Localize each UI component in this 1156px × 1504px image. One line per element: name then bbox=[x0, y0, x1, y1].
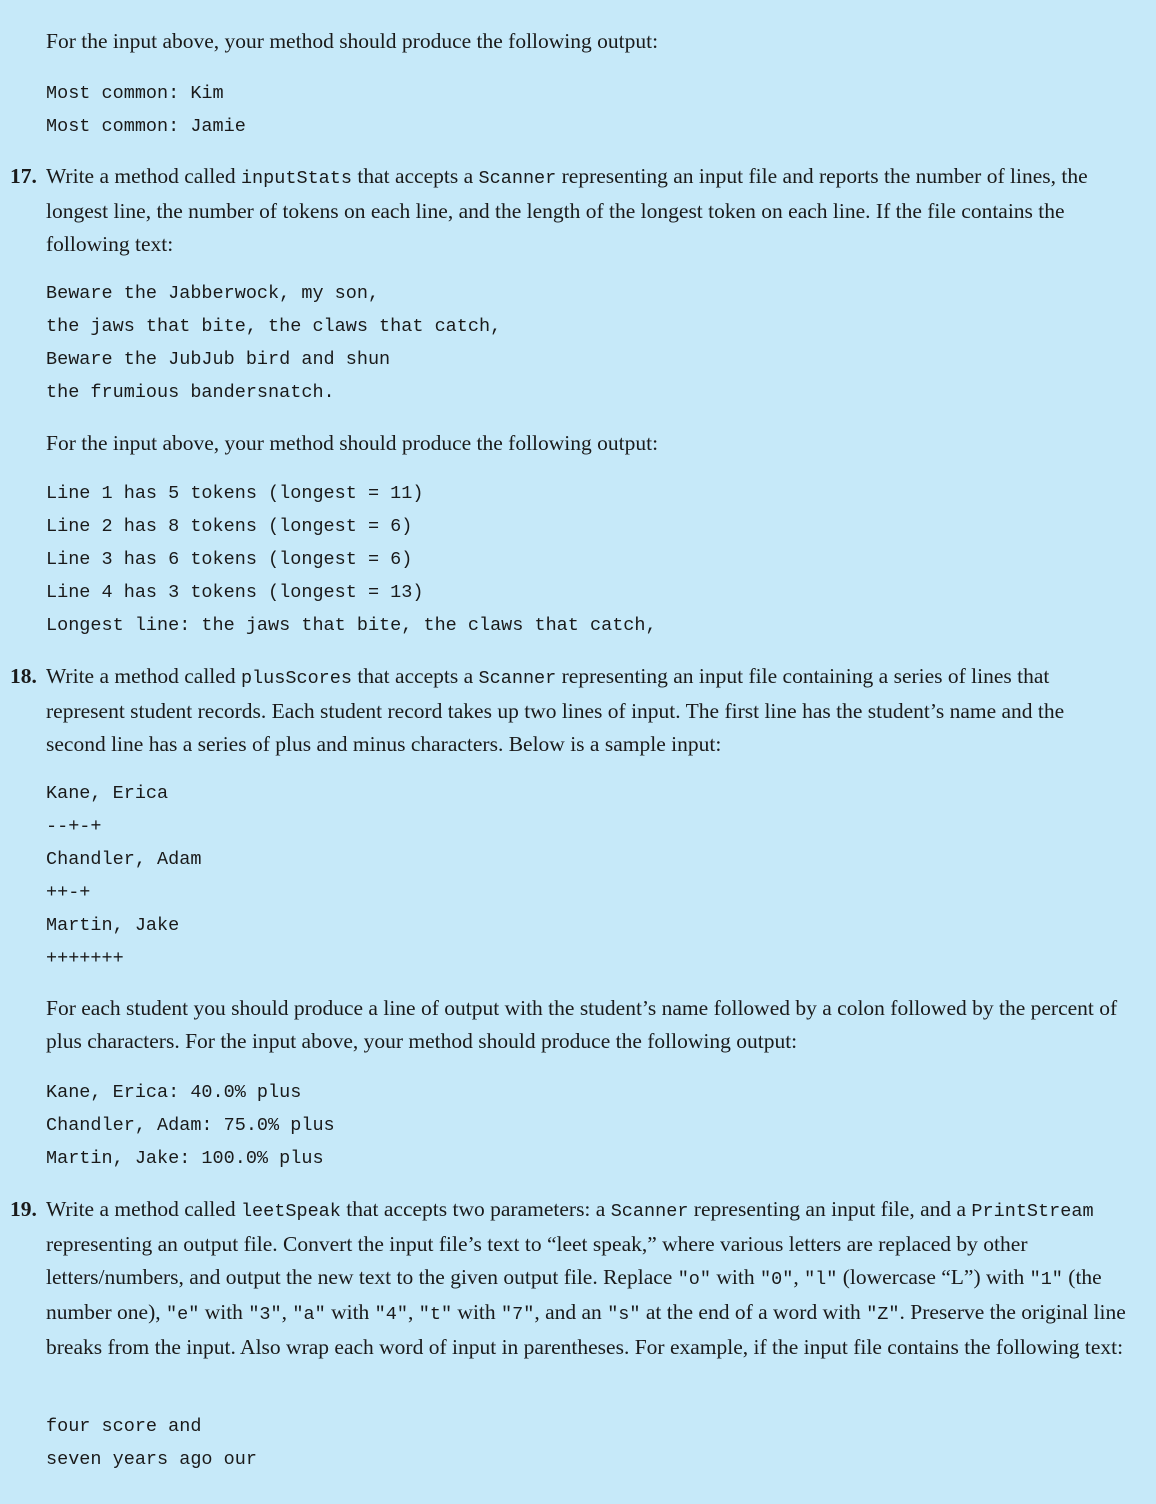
code-line: Longest line: the jaws that bite, the claws that catch, bbox=[46, 615, 657, 636]
exercise-17-output-intro: For the input above, your method should produce the following output: bbox=[46, 431, 659, 455]
intro-output-block bbox=[46, 77, 246, 143]
code-line: Chandler, Adam bbox=[46, 849, 202, 870]
code-line: the frumious bandersnatch. bbox=[46, 382, 335, 403]
exercise-19-input-block bbox=[46, 1410, 257, 1476]
code-line: Beware the Jabberwock, my son, bbox=[46, 283, 380, 304]
code-line: ++-+ bbox=[46, 882, 91, 903]
exercise-18: 18. Write a method called plusScores that accepts a Scanner representing an input file containing a series of lines that represent student records. Each student record takes up two lines of input. The first line has the student’s name and the second line has a series of plus and minus characters. Below is a sample input: bbox=[46, 660, 1126, 761]
exercise-number: 19. bbox=[10, 1197, 37, 1221]
exercise-number: 17. bbox=[10, 164, 37, 188]
code-line: Martin, Jake: 100.0% plus bbox=[46, 1148, 324, 1169]
code-line: Most common: Jamie bbox=[46, 116, 246, 137]
code-line: four score and bbox=[46, 1416, 202, 1437]
code-line: Chandler, Adam: 75.0% plus bbox=[46, 1115, 335, 1136]
code-line: Line 2 has 8 tokens (longest = 6) bbox=[46, 516, 413, 537]
code-line: Martin, Jake bbox=[46, 915, 180, 936]
code-line: --+-+ bbox=[46, 816, 102, 837]
code-line: +++++++ bbox=[46, 948, 124, 969]
code-line: Kane, Erica bbox=[46, 783, 169, 804]
exercise-17-input-block bbox=[46, 277, 501, 409]
exercise-19: 19. Write a method called leetSpeak that accepts two parameters: a Scanner representing an input file, and a PrintStream representing an output file. Convert the input file’s text to “leet speak,” where various letters are replaced by other letters/numbers, and output the new text to the given output file. Replace "o" with "0", "l" (lowercase “L”) with "1" (the number one), "e" with "3", "a" with "4", "t" with "7", and an "s" at the end of a word with "Z". Preserve the original line breaks from the input. Also wrap each word of input in parentheses. For example, if the input file contains the following text: bbox=[46, 1193, 1126, 1364]
exercise-17: 17. Write a method called inputStats that accepts a Scanner representing an input file and reports the number of lines, the longest line, the number of tokens on each line, and the length of the longest token on each line. If the file contains the following text: bbox=[46, 160, 1126, 261]
code-line: seven years ago our bbox=[46, 1449, 257, 1470]
code-line: Kane, Erica: 40.0% plus bbox=[46, 1082, 302, 1103]
exercise-18-output-block bbox=[46, 1076, 335, 1175]
exercise-number: 18. bbox=[10, 664, 37, 688]
code-line: Line 3 has 6 tokens (longest = 6) bbox=[46, 549, 413, 570]
code-line: Line 4 has 3 tokens (longest = 13) bbox=[46, 582, 424, 603]
code-line: the jaws that bite, the claws that catch, bbox=[46, 316, 502, 337]
code-line: Line 1 has 5 tokens (longest = 11) bbox=[46, 483, 424, 504]
exercise-17-output-block bbox=[46, 477, 657, 642]
code-line: Most common: Kim bbox=[46, 83, 224, 104]
intro-text: For the input above, your method should produce the following output: bbox=[46, 29, 659, 53]
exercise-18-input-block bbox=[46, 777, 201, 975]
exercise-18-output-intro: For each student you should produce a line of output with the student’s name followed by a colon followed by the percent of plus characters. For the input above, your method should produce the following output: bbox=[46, 996, 1118, 1053]
code-line: Beware the JubJub bird and shun bbox=[46, 349, 391, 370]
